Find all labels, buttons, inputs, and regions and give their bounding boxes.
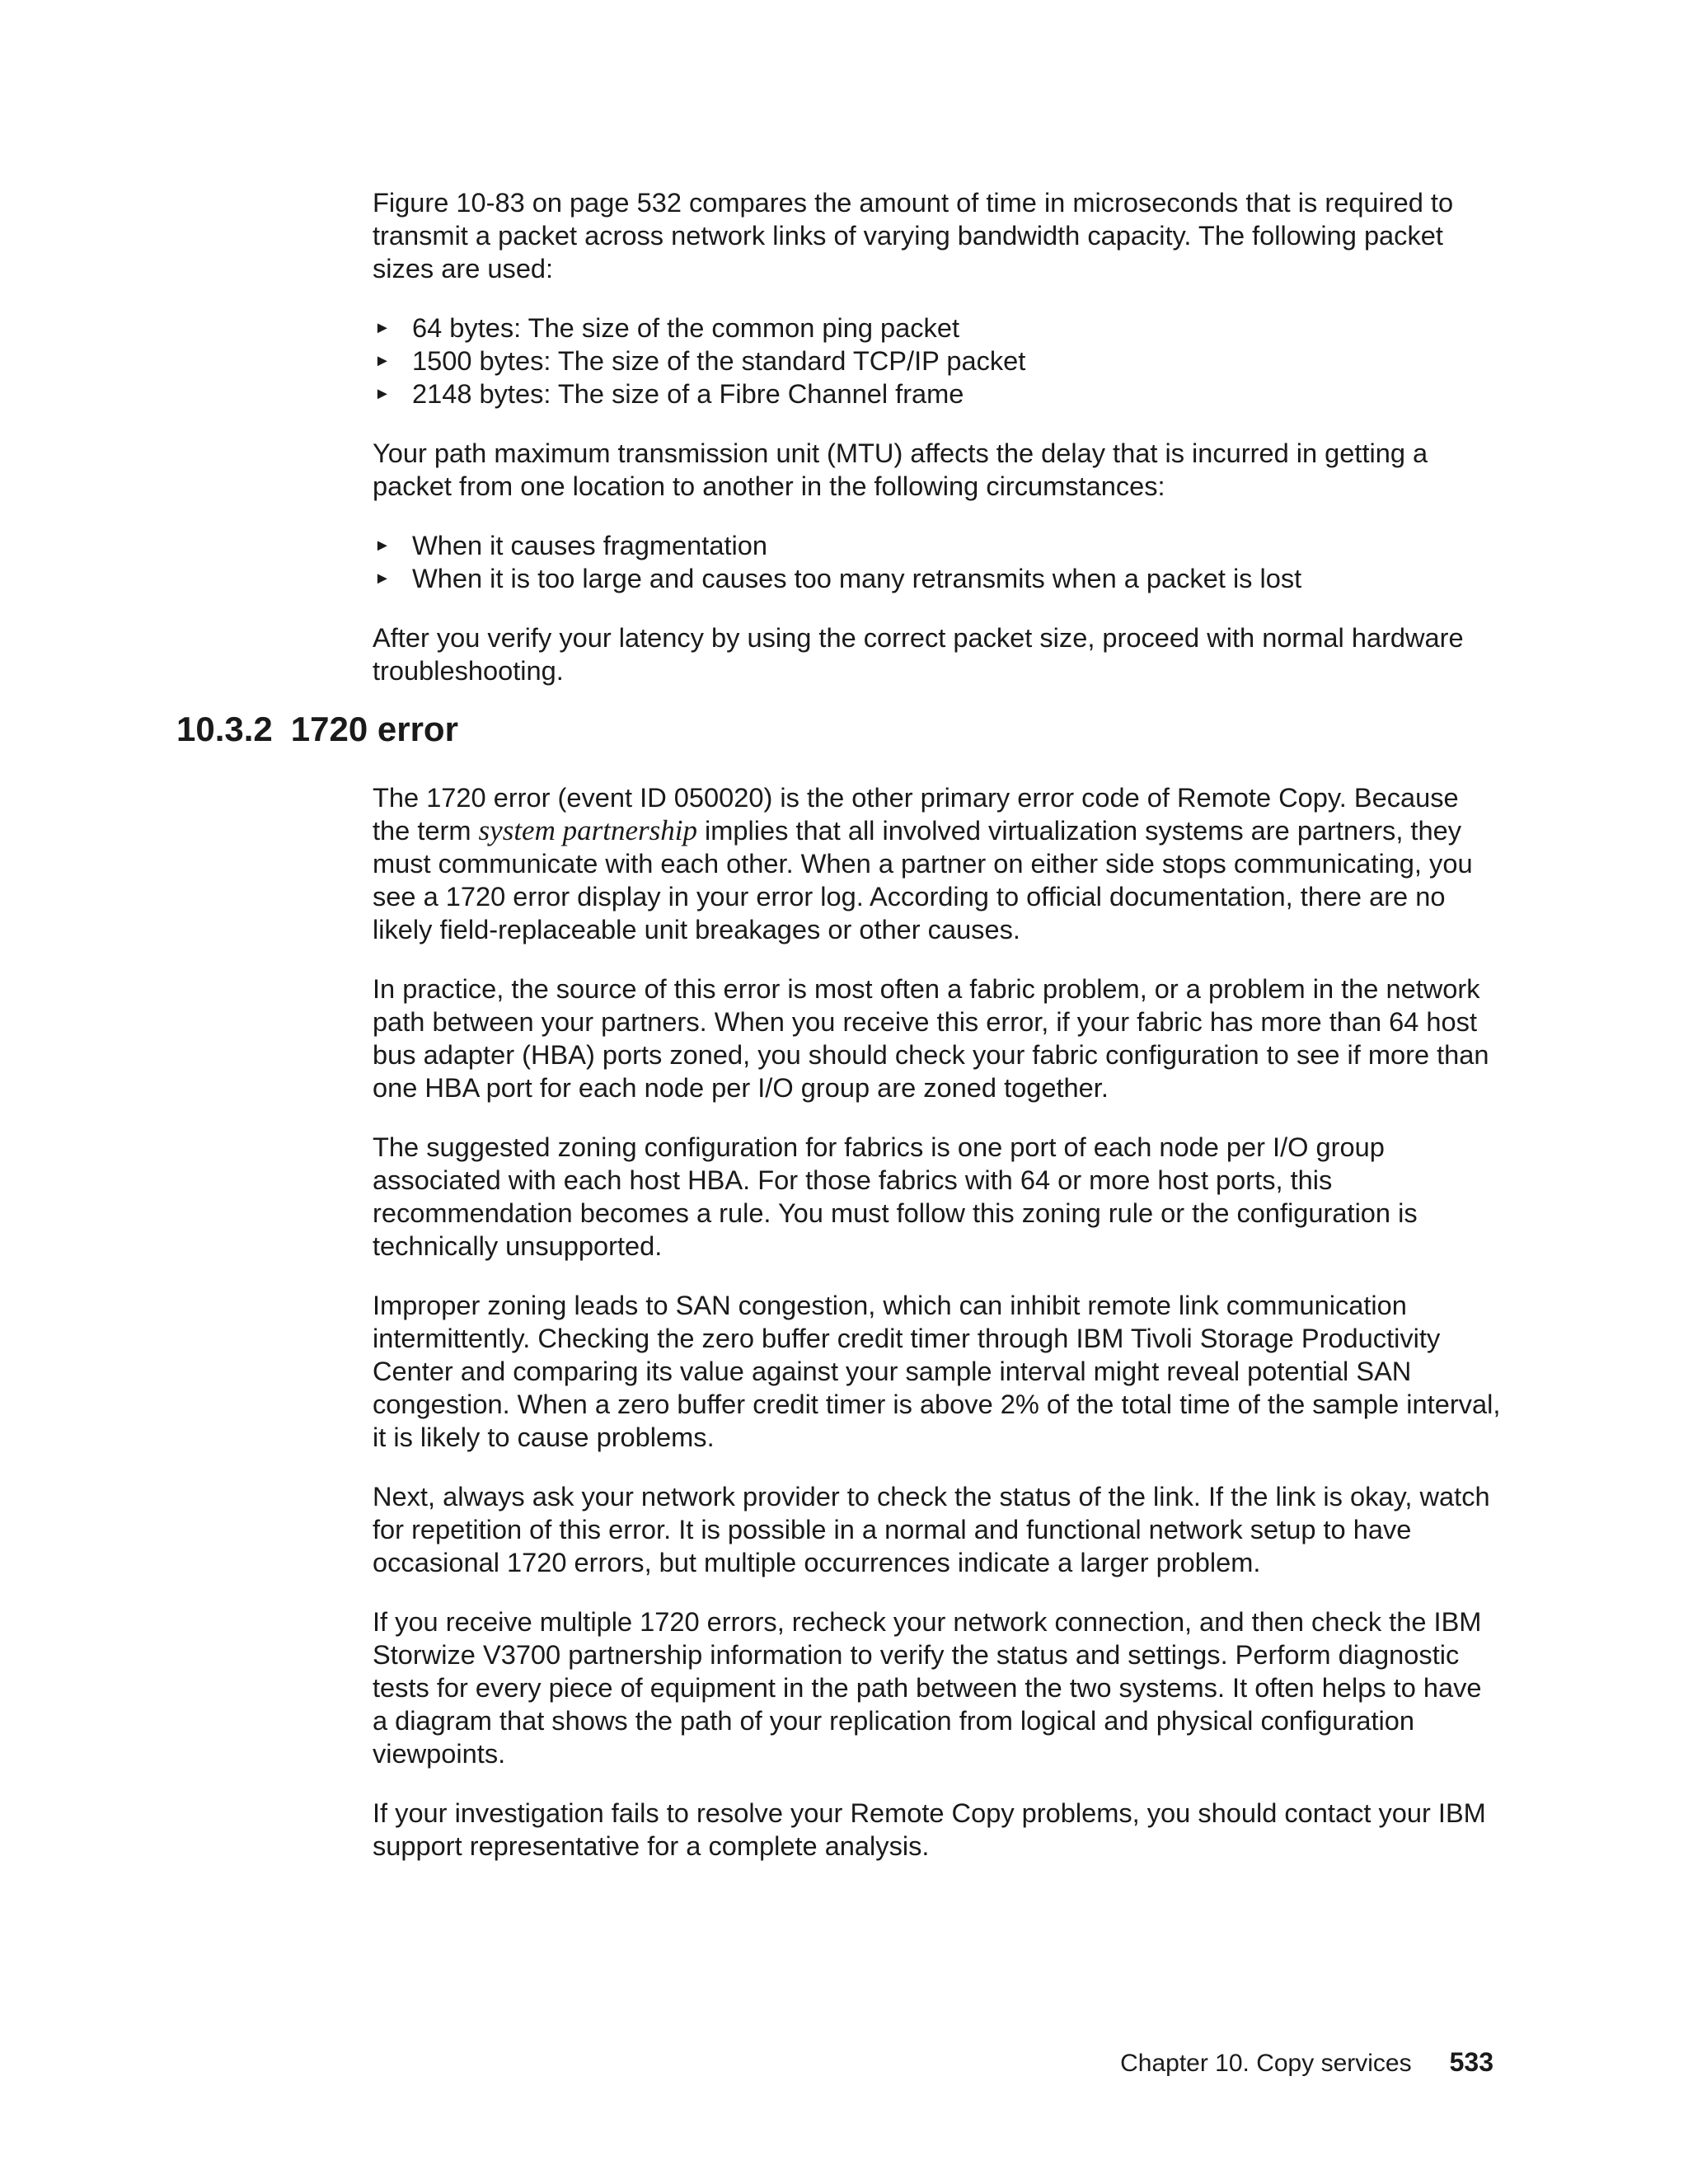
bullet-arrow-icon: ►	[374, 352, 391, 370]
section-paragraph-5: Next, always ask your network provider to check the status of the link. If the link is okay, watch for repetition of this error. It is possible in a normal and functional network setup to have occasional 1720 errors, but multiple occurrences indicate a larger problem.	[373, 1481, 1490, 1577]
packet-size-list	[373, 312, 1493, 410]
list-item: ► When it is too large and causes too many retransmits when a packet is lost	[374, 563, 1302, 593]
bullet-arrow-icon: ►	[374, 385, 391, 403]
section-paragraph-6: If you receive multiple 1720 errors, recheck your network connection, and then check the IBM Storwize V3700 partnership information to verify the status and settings. Perform diagnostic tests for every piece of equipment in the path between the two systems. It often helps to have a diagram that shows the path of your replication from logical and physical configuration viewpoints.	[373, 1606, 1482, 1769]
bullet-arrow-icon: ►	[374, 569, 391, 588]
section-number: 10.3.2	[176, 710, 273, 748]
intro-paragraph-3: After you verify your latency by using the correct packet size, proceed with normal hardware troubleshooting.	[373, 622, 1464, 686]
section-title: 1720 error	[290, 710, 458, 748]
section-paragraph-7: If your investigation fails to resolve your Remote Copy problems, you should contact your IBM support representative for a complete analysis.	[373, 1797, 1486, 1861]
intro-paragraph-1: Figure 10-83 on page 532 compares the amount of time in microseconds that is required to transmit a packet across network links of varying bandwidth capacity. The following packet sizes are used:	[373, 187, 1454, 284]
italic-term: system partnership	[478, 814, 697, 846]
page-footer	[1120, 2046, 1493, 2080]
list-item: ► 2148 bytes: The size of a Fibre Channel frame	[374, 378, 964, 409]
chapter-label: Chapter 10. Copy services	[1120, 2050, 1412, 2077]
section-paragraph-3: The suggested zoning configuration for fabrics is one port of each node per I/O group associated with each host HBA. For those fabrics with 64 or more host ports, this recommendation becomes a rule. You must follow this zoning rule or the configuration is technically unsupported.	[373, 1132, 1418, 1261]
section-paragraph-4: Improper zoning leads to SAN congestion, which can inhibit remote link communication intermittently. Checking the zero buffer credit timer through IBM Tivoli Storage Productivity Center and comparing its value against your sample interval might reveal potential SAN congestion. When a zero buffer credit timer is above 2% of the total time of the sample interval, it is likely to cause problems.	[373, 1290, 1501, 1452]
mtu-circumstances-list	[373, 529, 1493, 595]
section-body	[373, 781, 1502, 1889]
list-item: ► 1500 bytes: The size of the standard TCP/IP packet	[374, 345, 1026, 376]
section-paragraph-2: In practice, the source of this error is most often a fabric problem, or a problem in the network path between your partners. When you receive this error, if your fabric has more than 64 host bus adapter (HBA) ports zoned, you should check your fabric configuration to see if more than one HBA port for each node per I/O group are zoned together.	[373, 973, 1489, 1103]
section-heading	[176, 709, 458, 750]
list-item: ► When it causes fragmentation	[374, 530, 767, 560]
intro-block	[373, 186, 1493, 687]
bullet-arrow-icon: ►	[374, 319, 391, 337]
intro-paragraph-2: Your path maximum transmission unit (MTU) affects the delay that is incurred in getting a packet from one location to another in the following circumstances:	[373, 438, 1428, 501]
page-number: 533	[1449, 2047, 1493, 2077]
bullet-arrow-icon: ►	[374, 537, 391, 555]
section-paragraph-1: The 1720 error (event ID 050020) is the other primary error code of Remote Copy. Because the term system partnership implies that all involved virtualization systems are partners, they must communicate with each other. When a partner on either side stops communicating, you see a 1720 error display in your error log. According to official documentation, there are no likely field-replaceable unit breakages or other causes.	[373, 782, 1473, 944]
list-item: ► 64 bytes: The size of the common ping packet	[374, 312, 960, 343]
